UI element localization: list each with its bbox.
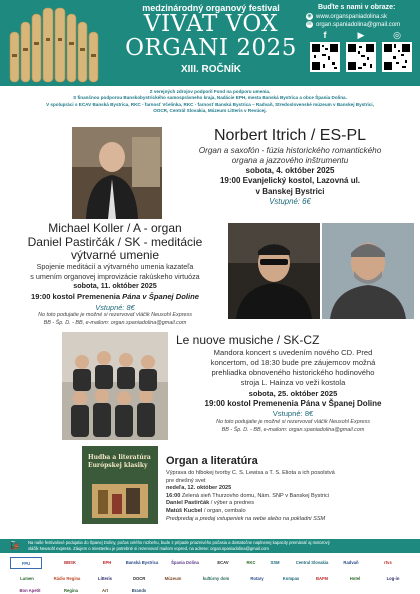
youtube-qr-block[interactable] xyxy=(346,30,376,77)
sponsor-logo: FPU xyxy=(10,557,42,569)
le-nuove-musiche-photo xyxy=(62,332,168,440)
sponsor-logo: rtvs xyxy=(384,559,392,565)
event-description xyxy=(176,348,410,388)
youtube-icon: ▶ xyxy=(357,30,365,40)
performer-role: / výber a prednes xyxy=(209,500,255,507)
venue-text: 19:00 kostol Premenenia xyxy=(31,292,123,301)
event-title-line: Michael Koller / A - organ xyxy=(48,221,182,235)
event-description xyxy=(6,262,224,281)
event-venue-line: 19:00 Evanjelický kostol, Lazovná ul. xyxy=(219,176,361,185)
event-date: sobota, 25. október 2025 xyxy=(248,389,338,398)
event-date: sobota, 11. október 2025 xyxy=(73,281,157,290)
sponsor-logo: Múzeum xyxy=(164,575,182,581)
sponsor-logo: Rotary xyxy=(250,575,264,581)
festival-title-line1: VIVAT VOX xyxy=(143,11,279,37)
support-credits xyxy=(10,89,410,115)
sponsor-logo: Rádio Regina xyxy=(53,575,81,581)
event-description-line: Mandora koncert s uvedením nového CD. Pred xyxy=(213,348,373,357)
event-description-line: Výprava do hlbokej tvorby C. S. Lewisa a T. S. Eliota a ich posolstvá xyxy=(166,470,335,476)
event-price: Vstupné: 8€ xyxy=(95,303,135,312)
facebook-icon: f xyxy=(323,30,327,40)
sponsor-logo: EPH xyxy=(102,559,112,565)
sponsor-logo: Log-in xyxy=(386,575,400,581)
sponsor-logo: kultúrny dom xyxy=(202,575,230,581)
event-venue xyxy=(6,292,224,301)
qr-code[interactable] xyxy=(382,42,412,72)
qr-code[interactable] xyxy=(310,42,340,72)
sponsor-logo: Špania Dolina xyxy=(171,559,199,565)
train-info-line: vláčik Neusohl express. Záujem o miestenku je potrebné si rezervovať mailom vopred, na adrese: organ.spaniadolina@gmail.com xyxy=(28,546,269,551)
performer-line xyxy=(166,500,406,508)
festival-title xyxy=(104,12,318,60)
venue-text-italic: Pána v Španej Doline xyxy=(122,292,199,301)
event-venue-line: v Banskej Bystrici xyxy=(255,186,325,196)
event-description-line: organa a jazzového inštrumentu xyxy=(231,156,349,165)
train-note-line: BB - Šp. D. - BB, e-mailom: organ.spaniadolina@gmail.com xyxy=(221,426,365,433)
book-cover-illustration xyxy=(92,484,148,518)
support-line: V spolupráci s ECAV Banská Bystrica, RKC - farnosť Včelinka, RKC - farnosť Banská Bystrica – Radvaň, Stredoslovenské múzeum v Banskej Bystrici, xyxy=(46,101,374,107)
event-venue xyxy=(168,176,412,197)
email-address[interactable]: organ.spaniadolina@gmail.com xyxy=(316,21,401,28)
train-note-line: No toto podujatie je možné si rezervovať vláčik Neusohl Express xyxy=(38,312,192,318)
event-title: Organ a literatúra xyxy=(166,455,258,467)
organ-pipes-logo xyxy=(6,4,102,84)
train-info-banner xyxy=(0,539,420,553)
performer-name: Daniel Pastirčák xyxy=(166,500,210,507)
train-note xyxy=(6,312,224,327)
event-description xyxy=(168,146,412,166)
event-title: Norbert Itrich / ES-PL xyxy=(213,127,367,144)
support-line: S finančnou podporou Banskobystrického samosprávneho kraja, Nadácie EPH, mesta Banská Bystrica a obce Špania Dolina. xyxy=(73,95,347,101)
festival-subtitle: medzinárodný organový festival xyxy=(142,3,280,13)
event-description-line: prehliadka obnoveného historického hodinového xyxy=(211,368,375,377)
sponsor-logo: RKC xyxy=(246,559,256,565)
event-description-line: stroja L. Hainza vo veži kostola xyxy=(240,378,346,387)
ticket-note: Predpredaj a predaj vstupeniek na webe alebo na pokladni SSM xyxy=(166,515,326,522)
event-description-line: s umením organovej improvizácie rakúskeho virtuóza xyxy=(30,271,200,281)
performer-line xyxy=(166,508,406,516)
instagram-qr-block[interactable] xyxy=(382,30,412,77)
sponsor-logo: Bon Apetit xyxy=(19,587,41,593)
venue-time: 16:00 xyxy=(166,492,181,499)
sponsor-logo: Hotel xyxy=(349,575,361,581)
mail-icon: ✉ xyxy=(307,21,312,27)
support-line: OOCR, Centrál Slovakia, Múzeum Litteris v Revúcej. xyxy=(153,108,267,114)
web-url[interactable]: www.organspaniadolina.sk xyxy=(316,13,388,20)
facebook-qr-block[interactable] xyxy=(310,30,340,77)
event-price: Vstupné: 6€ xyxy=(269,197,311,206)
venue-text: Zelená sieň Thurzovho domu, Nám. SNP v Banskej Bystrici xyxy=(180,492,330,499)
sponsor-logo: Banská Bystrica xyxy=(125,559,159,565)
festival-header xyxy=(0,0,420,86)
sponsor-logo: Regina xyxy=(64,587,78,593)
sponsor-logo: Central Slovakia xyxy=(295,559,329,565)
event-description-line: pre dnešný svet xyxy=(166,477,206,484)
sponsor-logo: BAFM xyxy=(315,575,329,581)
sponsor-logo: Lumen xyxy=(20,575,34,581)
event-title xyxy=(6,222,224,263)
event-details xyxy=(166,470,406,523)
qr-code[interactable] xyxy=(346,42,376,72)
event-venue: 19:00 kostol Premenenia Pána v Španej Doline xyxy=(204,399,382,408)
train-info-text xyxy=(28,540,416,552)
email-contact[interactable] xyxy=(306,21,400,28)
event-date: sobota, 4. október 2025 xyxy=(245,166,335,175)
book-cover-title: Hudba a literatúra Európskej klasiky xyxy=(88,454,151,469)
train-icon: 🚂 xyxy=(9,541,19,550)
train-note xyxy=(176,419,410,434)
globe-icon: ◉ xyxy=(307,13,312,19)
performer-name: Matúš Kucbel xyxy=(166,507,203,514)
festival-edition: XIII. ROČNÍK xyxy=(180,64,241,75)
follow-label: Buďte s nami v obraze: xyxy=(318,4,396,11)
performer-role: / organ, cembalo xyxy=(202,507,246,514)
sponsor-logo: OOCR xyxy=(132,575,146,581)
sponsor-logo: Radvaň xyxy=(343,559,359,565)
event-title-line: výtvarné umenie xyxy=(70,248,160,262)
sponsor-logo: BBSK xyxy=(64,559,76,565)
event-description-line: Organ a saxofón - fúzia historického romantického xyxy=(198,146,382,155)
sponsor-logo: ECAV xyxy=(217,559,229,565)
event-title-line: Daniel Pastirčák / SK - meditácie xyxy=(27,234,203,249)
train-info-line: Na naše festivalové podujatia do Španej Doliny, počas celého rozbehu, bude z prípade priaznivého počasia a dostatočne naplnenej kapacity premávať aj motorový xyxy=(28,540,330,545)
michael-koller-photo xyxy=(228,223,320,319)
sponsor-logo: Litteris xyxy=(98,575,112,581)
sponsor-logo: SSM xyxy=(270,559,280,565)
support-line: Z verejných zdrojov podporil Fond na podporu umenia. xyxy=(149,89,271,94)
train-note-line: No toto podujatie je možné si rezervovať vláčik Neusohl Express xyxy=(216,419,370,425)
sponsor-logo: Brands xyxy=(131,587,147,593)
event-description-line: Spojenie meditácií a výtvarného umenia kazateľa xyxy=(36,262,194,271)
festival-title-line2: ORGANI 2025 xyxy=(125,35,297,61)
train-note-line: BB - Šp. D. - BB, e-mailom: organ.spaniadolina@gmail.com xyxy=(43,319,187,326)
norbert-itrich-photo xyxy=(72,127,162,219)
web-contact[interactable] xyxy=(306,13,387,20)
instagram-icon: ◎ xyxy=(393,30,401,40)
event-title: Le nuove musiche / SK-CZ xyxy=(176,333,320,347)
sponsor-logo: Kompas xyxy=(282,575,300,581)
event-date: nedeľa, 12. október 2025 xyxy=(166,485,232,492)
event-description-line: koncertom, od 18:30 bude pre záujemcov možná xyxy=(210,358,376,367)
daniel-pastircak-photo xyxy=(322,223,414,319)
event-price: Vstupné: 8€ xyxy=(272,409,314,418)
book-cover-image xyxy=(82,446,158,524)
sponsor-logo: Art xyxy=(101,587,109,593)
event-venue xyxy=(166,493,406,501)
